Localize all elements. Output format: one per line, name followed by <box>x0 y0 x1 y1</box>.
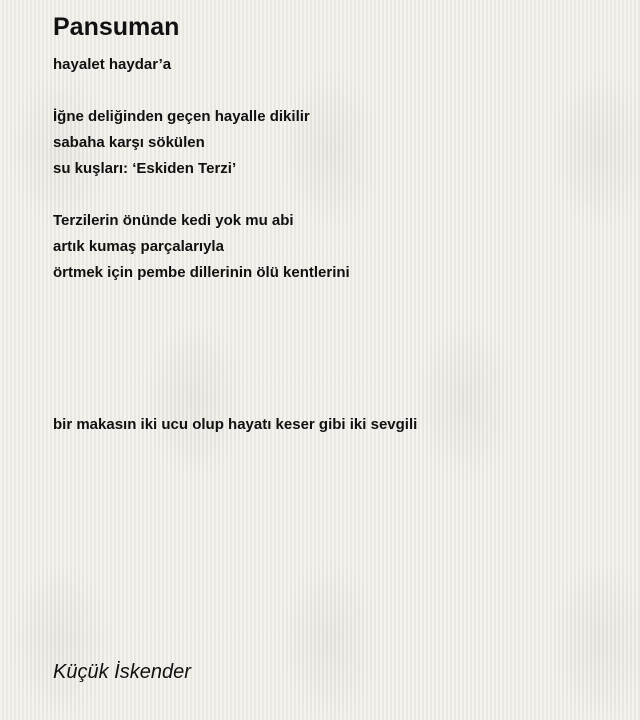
poem-line: su kuşları: ‘Eskiden Terzi’ <box>53 160 237 177</box>
poem-stanza-1 <box>53 108 310 186</box>
poem-author: Küçük İskender <box>53 661 191 683</box>
poem-stanza-3 <box>53 416 417 442</box>
poem-line: artık kumaş parçalarıyla <box>53 238 224 255</box>
poem-line: İğne deliğinden geçen hayalle dikilir <box>53 108 310 125</box>
poem-line: sabaha karşı sökülen <box>53 134 205 151</box>
poem-title: Pansuman <box>53 13 180 41</box>
poem-line: örtmek için pembe dillerinin ölü kentlerini <box>53 264 350 281</box>
poem-line: bir makasın iki ucu olup hayatı keser gibi iki sevgili <box>53 416 418 433</box>
poem-line: Terzilerin önünde kedi yok mu abi <box>53 212 294 229</box>
poem-stanza-2 <box>53 212 350 290</box>
poem-dedication: hayalet haydar’a <box>53 56 172 73</box>
